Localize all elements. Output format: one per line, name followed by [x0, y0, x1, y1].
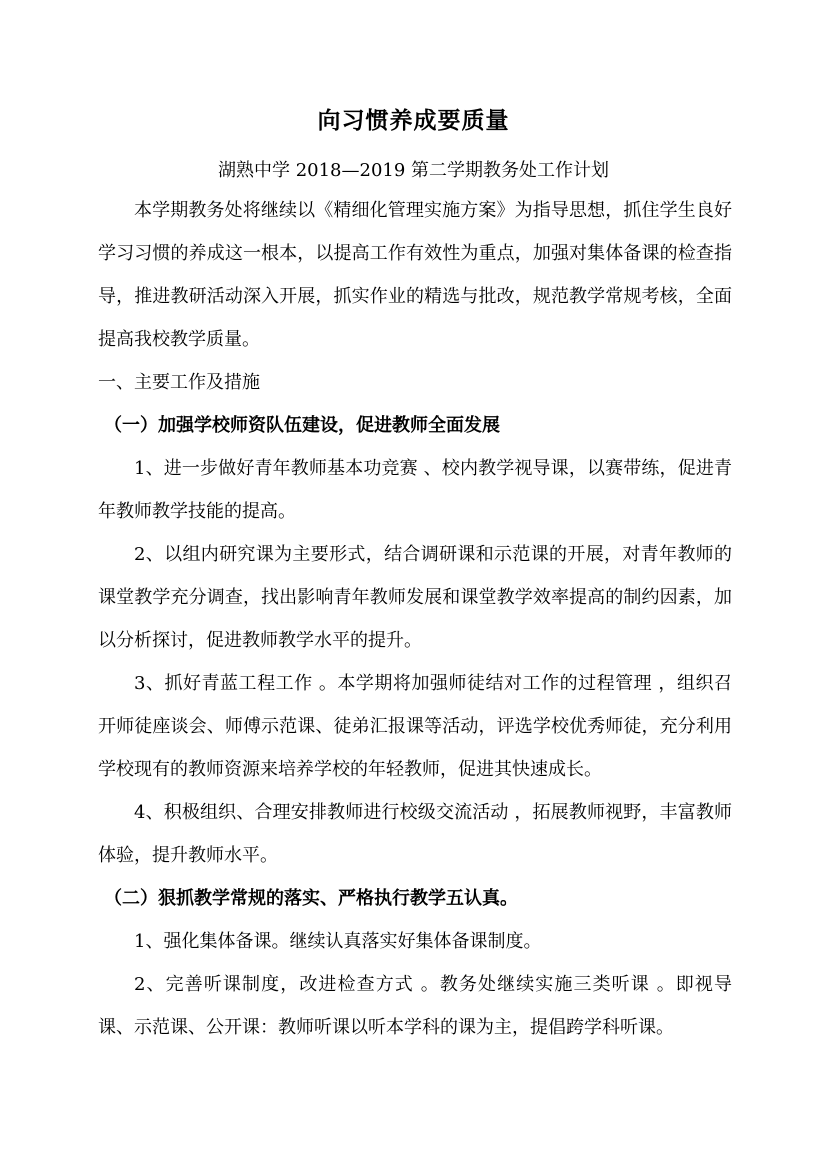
subsection-heading-2: （二）狠抓教学常规的落实、严格执行教学五认真。	[104, 888, 518, 909]
section-heading: 一、主要工作及措施	[98, 372, 260, 393]
list-item: 2、以组内研究课为主要形式，结合调研课和示范课的开展，对青年教师的课堂教学充分调查，找出影响青年教师发展和课堂教学效率提高的制约因素，加以分析探讨，促进教师教学水平的提升。	[98, 544, 732, 651]
list-item: 4、积极组织、合理安排教师进行校级交流活动 ，拓展教师视野，丰富教师体验，提升教师水平。	[98, 802, 732, 866]
list-item: 3、抓好青蓝工程工作 。本学期将加强师徒结对工作的过程管理 ，组织召开师徒座谈会、师傅示范课、徒弟汇报课等活动，评选学校优秀师徒，充分利用学校现有的教师资源来培养学校的年轻教师，促进其快速成长。	[98, 673, 732, 780]
list-item: 2、完善听课制度，改进检查方式 。教务处继续实施三类听课 。即视导课、示范课、公开课：教师听课以听本学科的课为主，提倡跨学科听课。	[98, 974, 732, 1038]
document-subtitle: 湖熟中学 2018—2019 第二学期教务处工作计划	[217, 160, 610, 181]
subsection-heading-1: （一）加强学校师资队伍建设，促进教师全面发展	[104, 415, 500, 436]
list-item: 1、强化集体备课。继续认真落实好集体备课制度。	[134, 931, 542, 952]
intro-paragraph: 本学期教务处将继续以《精细化管理实施方案》为指导思想，抓住学生良好学习习惯的养成这一根本，以提高工作有效性为重点，加强对集体备课的检查指导，推进教研活动深入开展，抓实作业的精选与批改，规范教学常规考核，全面提高我校教学质量。	[98, 200, 732, 350]
document-title: 向习惯养成要质量	[317, 107, 510, 134]
list-item: 1、进一步做好青年教师基本功竞赛 、校内教学视导课，以赛带练，促进青年教师教学技能的提高。	[98, 458, 732, 522]
